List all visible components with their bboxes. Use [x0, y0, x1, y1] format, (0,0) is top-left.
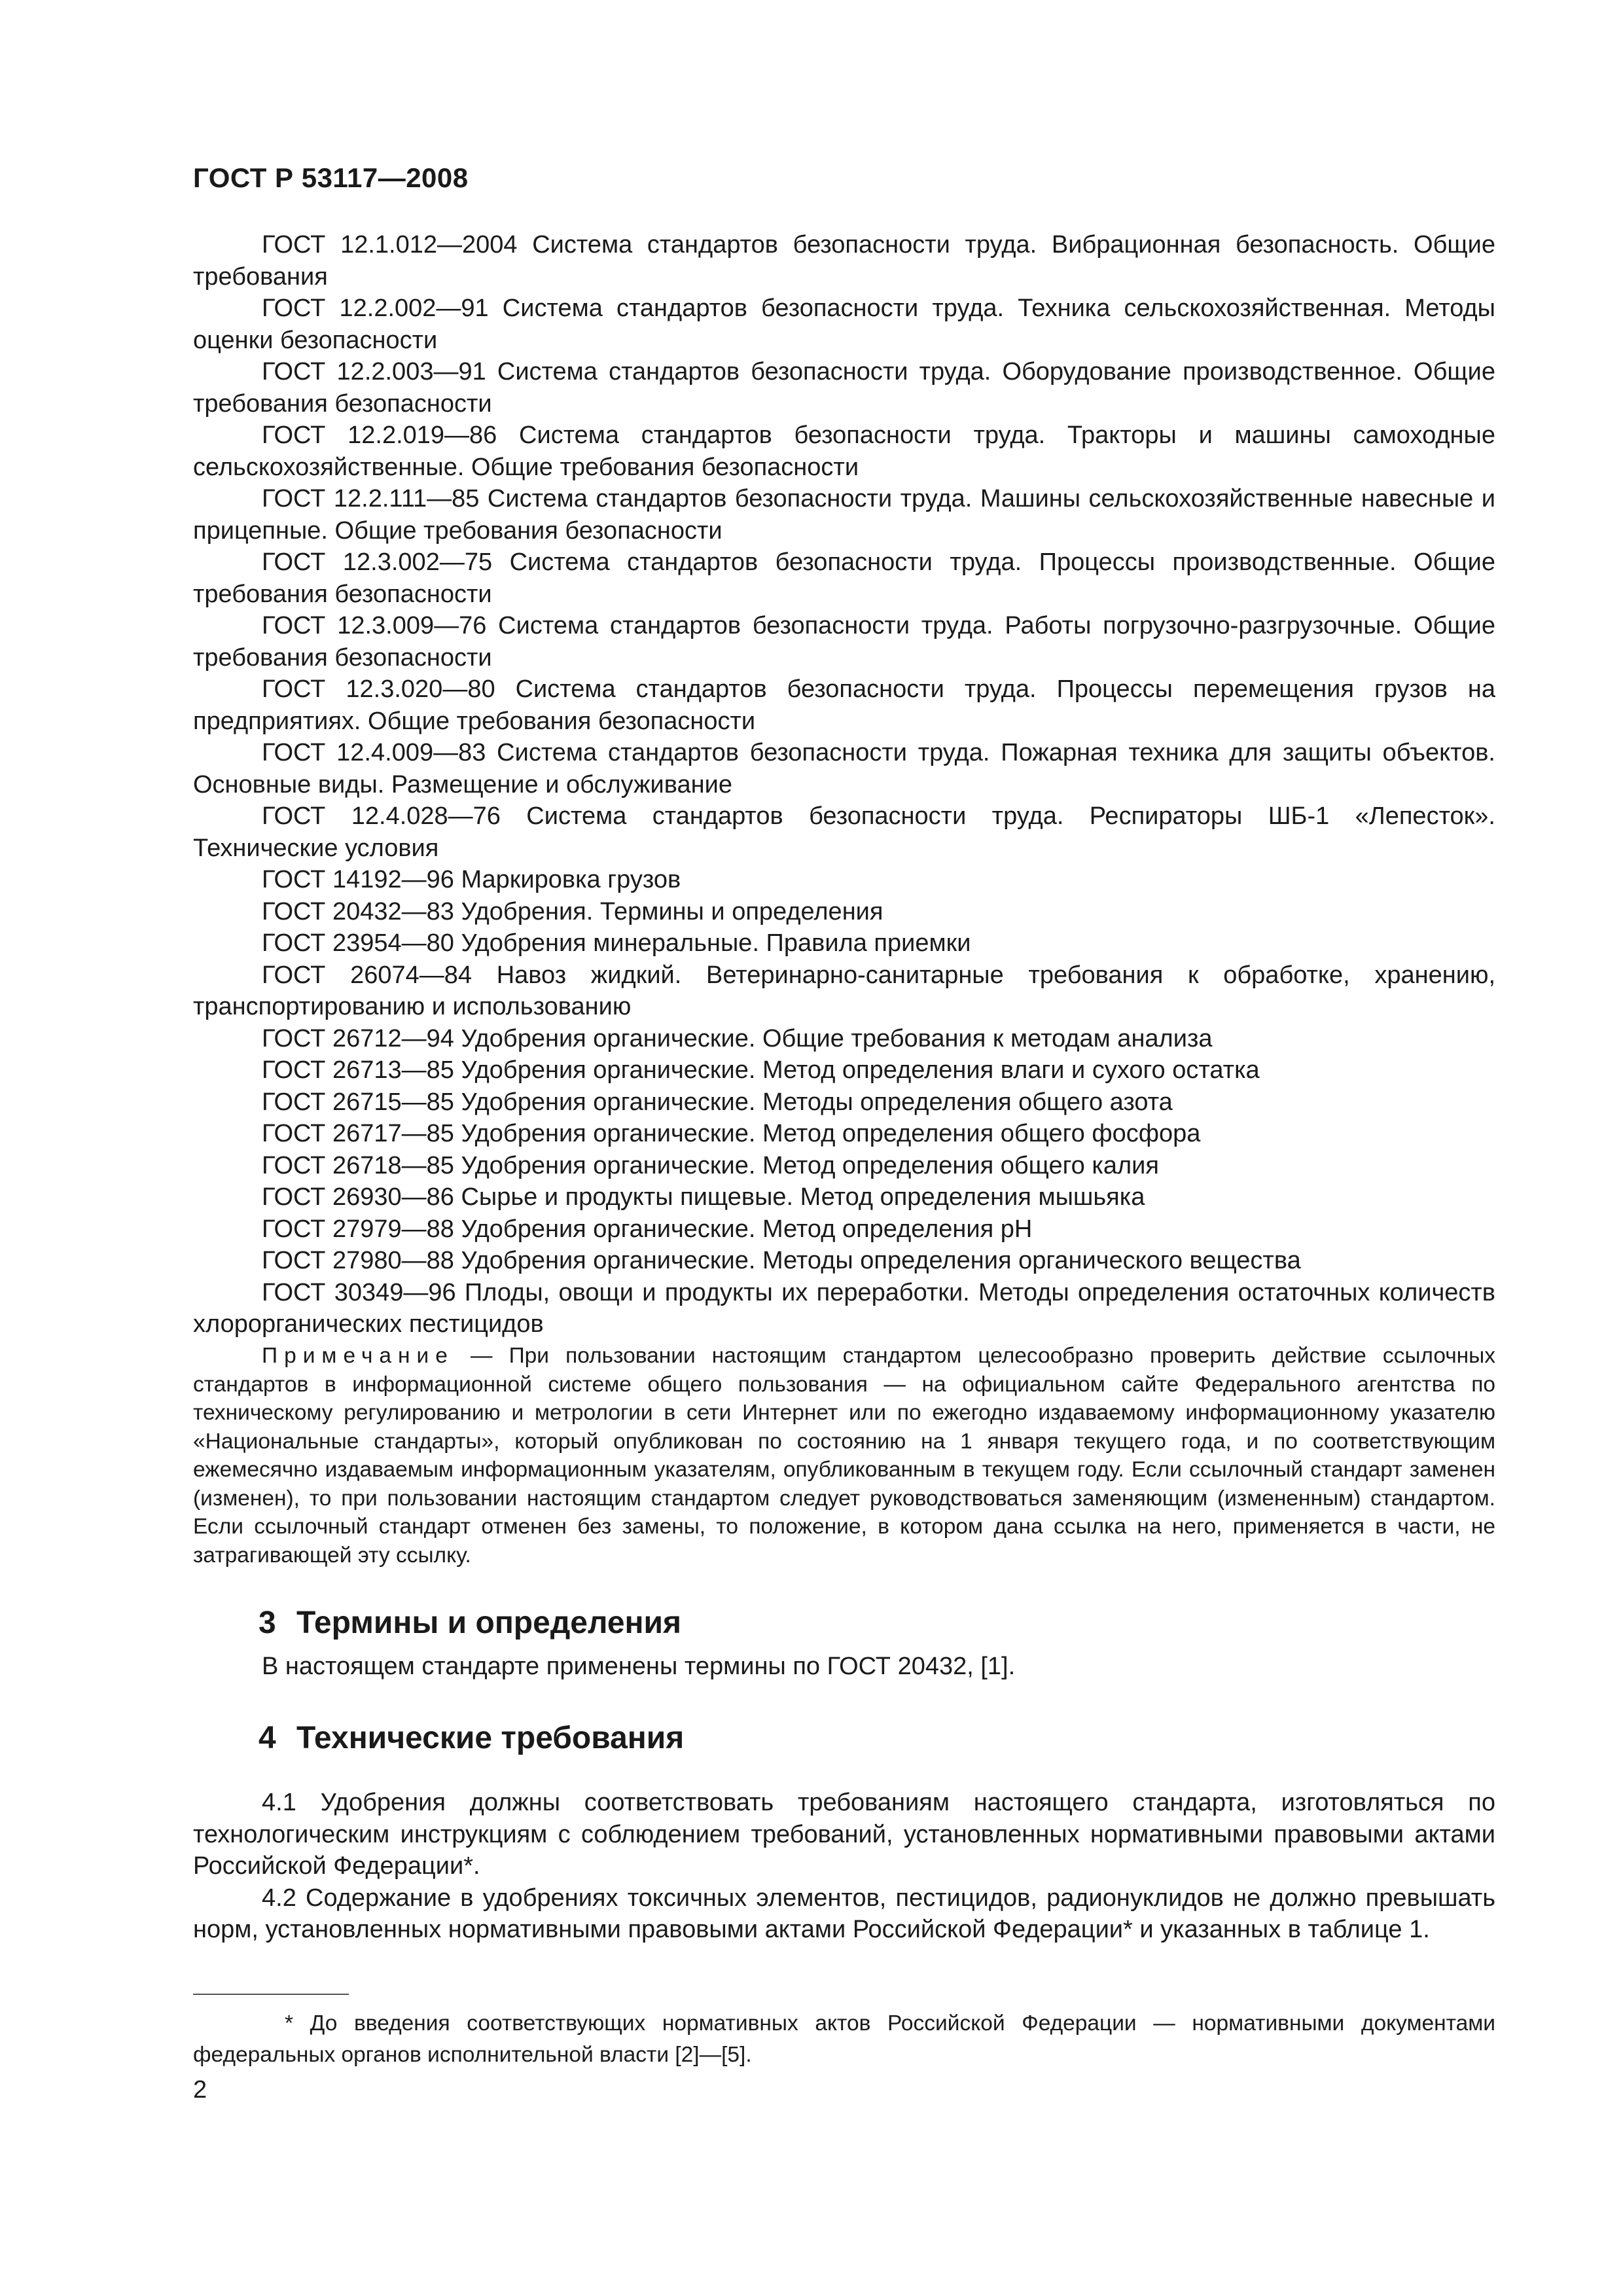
section-4-body	[193, 1787, 1495, 1946]
reference-item: ГОСТ 26074—84 Навоз жидкий. Ветеринарно-санитарные требования к обработке, хранению, транспортированию и использованию	[193, 961, 1495, 1020]
reference-item: ГОСТ 12.4.009—83 Система стандартов безопасности труда. Пожарная техника для защиты объектов. Основные виды. Размещение и обслуживание	[193, 739, 1495, 798]
reference-item: ГОСТ 12.1.012—2004 Система стандартов безопасности труда. Вибрационная безопасность. Общие требования	[193, 231, 1495, 291]
note-text: — При пользовании настоящим стандартом целесообразно проверить действие ссылочных стандартов в информационной системе общего пользования — на официальном сайте Федерального агентства по техническому регулированию и метрологии в сети Интернет или по ежегодно издаваемому информационному указателю «Национальные стандарты», который опубликован по состоянию на 1 января текущего года, и по соответствующим ежемесячно издаваемым информационным указателям, опубликованным в текущем году. Если ссылочный стандарт заменен (изменен), то при пользовании настоящим стандартом следует руководствоваться заменяющим (измененным) стандартом. Если ссылочный стандарт отменен без замены, то положение, в котором дана ссылка на него, применяется в части, не затрагивающей эту ссылку.	[193, 1344, 1495, 1568]
section-3-text: В настоящем стандарте применены термины по ГОСТ 20432, [1].	[262, 1653, 1016, 1680]
reference-item: ГОСТ 27980—88 Удобрения органические. Методы определения органического вещества	[262, 1247, 1301, 1274]
reference-item: ГОСТ 12.3.020—80 Система стандартов безопасности труда. Процессы перемещения грузов на предприятиях. Общие требования безопасности	[193, 675, 1495, 735]
document-id-header: ГОСТ Р 53117—2008	[193, 162, 469, 193]
section-3-heading	[259, 1605, 681, 1641]
reference-item: ГОСТ 12.2.111—85 Система стандартов безопасности труда. Машины сельскохозяйственные навесные и прицепные. Общие требования безопасности	[193, 485, 1495, 545]
section-3-number: 3	[259, 1605, 276, 1640]
reference-item: ГОСТ 23954—80 Удобрения минеральные. Правила приемки	[262, 929, 971, 957]
note-paragraph	[193, 1342, 1495, 1570]
reference-item: ГОСТ 30349—96 Плоды, овощи и продукты их переработки. Методы определения остаточных количеств хлорорганических пестицидов	[193, 1278, 1495, 1338]
section-4-heading	[259, 1720, 684, 1756]
reference-item: ГОСТ 12.2.003—91 Система стандартов безопасности труда. Оборудование производственное. Общие требования безопасности	[193, 358, 1495, 418]
normative-references-list	[193, 229, 1495, 1340]
reference-item: ГОСТ 12.2.019—86 Система стандартов безопасности труда. Тракторы и машины самоходные сельскохозяйственные. Общие требования безопасности	[193, 422, 1495, 481]
reference-item: ГОСТ 20432—83 Удобрения. Термины и определения	[262, 897, 883, 925]
section-3-title: Термины и определения	[296, 1605, 682, 1640]
reference-item: ГОСТ 26713—85 Удобрения органические. Метод определения влаги и сухого остатка	[262, 1056, 1260, 1084]
reference-item: ГОСТ 26715—85 Удобрения органические. Методы определения общего азота	[262, 1088, 1173, 1116]
clause-4-1: 4.1 Удобрения должны соответствовать требованиям настоящего стандарта, изготовляться по технологическим инструкциям с соблюдением требований, установленных нормативными правовыми актами Российской Федерации*.	[193, 1789, 1495, 1880]
footnote: * До введения соответствующих нормативных актов Российской Федерации — нормативными документами федеральных органов исполнительной власти [2]—[5].	[193, 2011, 1495, 2067]
reference-item: ГОСТ 26712—94 Удобрения органические. Общие требования к методам анализа	[262, 1024, 1213, 1052]
reference-item: ГОСТ 27979—88 Удобрения органические. Метод определения pH	[262, 1215, 1033, 1243]
reference-item: ГОСТ 12.4.028—76 Система стандартов безопасности труда. Респираторы ШБ-1 «Лепесток». Технические условия	[193, 802, 1495, 862]
reference-item: ГОСТ 26718—85 Удобрения органические. Метод определения общего калия	[262, 1151, 1159, 1179]
reference-item: ГОСТ 26717—85 Удобрения органические. Метод определения общего фосфора	[262, 1120, 1201, 1147]
page-number: 2	[193, 2076, 207, 2104]
reference-item: ГОСТ 12.3.009—76 Система стандартов безопасности труда. Работы погрузочно-разгрузочные. Общие требования безопасности	[193, 612, 1495, 672]
section-4-title: Технические требования	[296, 1721, 685, 1755]
reference-item: ГОСТ 14192—96 Маркировка грузов	[262, 866, 681, 893]
note-label: Примечание	[262, 1344, 454, 1368]
footnote-separator	[193, 1994, 349, 1995]
clause-4-2: 4.2 Содержание в удобрениях токсичных элементов, пестицидов, радионуклидов не должно превышать норм, установленных нормативными правовыми актами Российской Федерации* и указанных в таблице 1.	[193, 1884, 1495, 1943]
reference-item: ГОСТ 12.3.002—75 Система стандартов безопасности труда. Процессы производственные. Общие требования безопасности	[193, 548, 1495, 608]
reference-item: ГОСТ 12.2.002—91 Система стандартов безопасности труда. Техника сельскохозяйственная. Методы оценки безопасности	[193, 295, 1495, 354]
section-4-number: 4	[259, 1721, 276, 1755]
reference-item: ГОСТ 26930—86 Сырье и продукты пищевые. Метод определения мышьяка	[262, 1183, 1145, 1211]
